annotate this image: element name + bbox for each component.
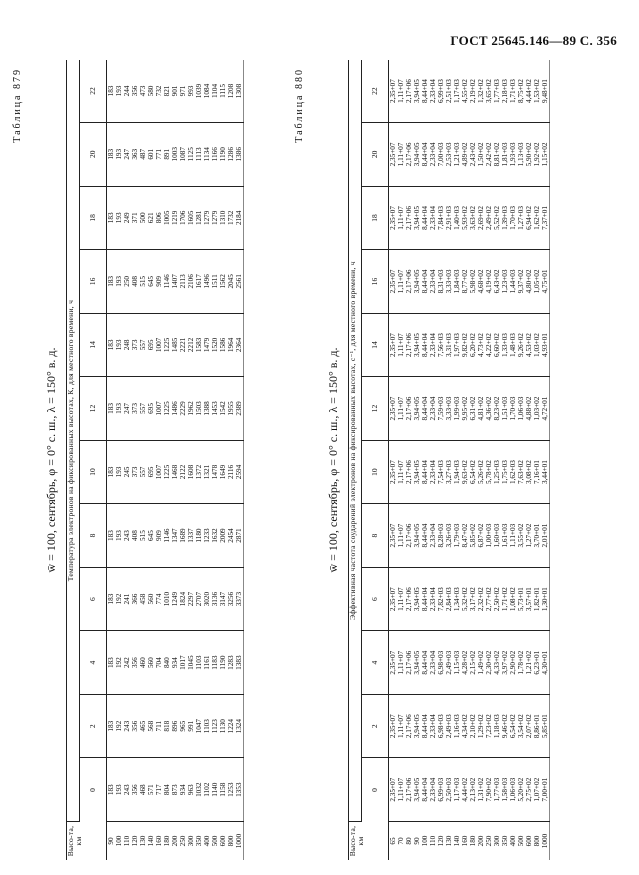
rotated-page-content (12, 50, 612, 860)
table-879-block (12, 60, 244, 860)
local-time-column-header: 0 (80, 758, 107, 822)
local-time-column-header: 2 (362, 694, 389, 758)
value-column: 2,35+07 1,11+07 2,17+06 3,94+05 8,44+04 2,33+04 7,00+03 2,53+03 1,21+03 4,89+02 2,43+02 1,50+02 2,42+02 8,81+02 1,81+03 1,93+03 1,13+03 5,90+02 1,92+02 1,15+02 (389, 123, 550, 187)
table-label: Таблица 879 (12, 68, 23, 143)
local-time-column-header: 6 (362, 567, 389, 631)
local-time-column-header: 14 (80, 313, 107, 377)
table-title: w̄ = 100, сентябрь, φ = 0° с. ш., λ = 150° в. д. (44, 347, 58, 573)
height-column-header: Высо-та, км (349, 822, 389, 861)
local-time-column-header: 4 (362, 631, 389, 695)
local-time-column-header: 8 (362, 504, 389, 568)
local-time-column-header: 10 (80, 440, 107, 504)
table-label: Таблица 880 (294, 68, 305, 143)
local-time-column-header: 4 (80, 631, 107, 695)
local-time-column-header: 22 (362, 60, 389, 123)
height-column-header: Высо-та, км (67, 822, 107, 861)
local-time-column-header: 12 (80, 377, 107, 441)
value-column: 183 193 247 363 487 601 771 891 1003 1087 1125 1113 1134 1166 1190 1286 1386 (107, 122, 244, 186)
table-subtitle: Эффективная частота соударений электронов на фиксированных высотах, с⁻¹, для местного времени, ч (349, 60, 362, 822)
value-column: 2,35+07 1,11+07 2,17+06 3,94+05 8,44+04 2,33+04 7,84+03 2,91+03 1,40+03 5,93+02 3,63+02 2,69+02 2,49+02 5,52+02 1,39+03 1,70+03 1,27+03 6,94+02 1,62+02 7,37+01 (389, 186, 550, 250)
local-time-column-header: 20 (362, 123, 389, 187)
local-time-column-header: 20 (80, 122, 107, 186)
local-time-column-header: 10 (362, 440, 389, 504)
value-column: 2,35+07 1,11+07 2,17+06 3,94+05 8,44+04 2,33+04 8,28+03 3,26+03 1,79+03 8,47+02 5,85+02 6,87+02 1,00+03 1,60+03 1,61+03 1,11+03 3,55+02 1,27+02 3,70+01 2,01+01 (389, 504, 550, 568)
local-time-column-header: 6 (80, 567, 107, 631)
local-time-column-header: 0 (362, 758, 389, 822)
local-time-column-header: 14 (362, 313, 389, 377)
electron-temperature-table (66, 60, 244, 860)
local-time-column-header: 16 (362, 250, 389, 314)
value-column: 183 193 248 373 557 695 1007 1225 1485 2221 2212 1583 1479 1520 1586 1964 2364 (107, 313, 244, 377)
page-header: ГОСТ 25645.146—89 С. 356 (450, 33, 617, 48)
height-values: 90 100 110 120 130 140 160 180 200 250 300 350 400 500 600 800 1000 (107, 833, 243, 849)
value-column: 2,35+07 1,11+07 2,17+06 3,94+05 8,44+04 2,33+04 6,99+03 2,50+03 1,17+03 4,44+02 2,13+02 1,31+02 7,90+02 1,77+03 1,58+03 1,06+03 5,20+02 2,75+02 1,07+02 7,00+01 (389, 758, 550, 822)
value-column: 2,35+07 1,11+07 2,17+06 3,94+05 8,44+04 2,33+04 7,82+03 2,84+03 1,34+03 5,32+02 3,17+02 2,32+02 2,77+02 2,50+02 1,71+02 1,08+02 5,73+01 3,57+01 1,82+01 1,30+01 (389, 567, 550, 631)
table-row (389, 60, 550, 860)
table-title: w̄ = 100, сентябрь, φ = 0° с. ш., λ = 150° в. д. (326, 347, 340, 573)
value-column: 183 193 249 371 500 621 806 1005 1219 1706 1605 1281 1279 1279 1310 1732 2184 (107, 186, 244, 250)
height-values: 65 70 80 90 100 110 120 130 140 160 180 200 250 300 350 400 500 600 800 1000 (389, 833, 549, 849)
value-column: 183 192 243 356 465 568 711 818 896 965 991 1047 1103 1123 1130 1224 1324 (107, 694, 244, 758)
value-column: 183 192 241 366 458 560 774 1010 1249 1824 2297 2707 3020 3136 3147 3256 3373 (107, 567, 244, 631)
local-time-column-header: 8 (80, 504, 107, 568)
table-row (107, 60, 244, 860)
value-column: 183 193 250 408 515 645 909 1146 1407 2113 2106 1617 1496 1511 1562 2045 2561 (107, 250, 244, 314)
local-time-column-header: 22 (80, 60, 107, 122)
value-column: 183 193 247 373 557 695 1007 1225 1486 2229 1962 1503 1388 1453 1542 1955 2389 (107, 377, 244, 441)
value-column: 2,35+07 1,11+07 2,17+06 3,94+05 8,44+04 2,33+04 7,59+03 3,33+03 1,99+03 9,95+02 6,31+02 4,81+02 4,36+02 8,23+02 1,51+03 1,70+03 1,06+03 4,88+02 1,03+02 4,72+01 (389, 377, 550, 441)
local-time-column-header: 12 (362, 377, 389, 441)
local-time-column-header: 2 (80, 694, 107, 758)
value-column: 183 192 242 356 460 560 704 840 934 1017 1045 1103 1161 1183 1190 1283 1383 (107, 631, 244, 695)
value-column: 2,35+07 1,11+07 2,17+06 3,94+05 8,44+04 2,33+04 6,99+03 2,51+03 1,17+03 4,55+02 2,19+02 1,32+02 3,65+02 1,77+03 2,18+03 1,71+03 8,75+02 4,44+02 1,53+02 9,48+01 (389, 60, 550, 123)
local-time-column-header: 18 (80, 186, 107, 250)
value-column: 183 193 244 356 473 580 732 821 901 971 993 1039 1084 1104 1115 1208 1308 (107, 60, 244, 122)
value-column: 2,35+07 1,11+07 2,17+06 3,94+05 8,44+04 2,33+04 7,56+03 3,31+03 1,97+03 9,82+02 6,20+02 4,73+02 4,22+02 6,60+02 1,33+03 1,48+03 9,26+02 4,53+02 1,03+02 4,93+01 (389, 313, 550, 377)
value-column: 183 193 243 356 468 571 717 804 873 934 963 1032 1102 1140 1158 1253 1353 (107, 758, 244, 822)
value-column: 2,35+07 1,11+07 2,17+06 3,94+05 8,44+04 2,33+04 7,54+03 3,27+03 1,94+03 9,63+02 6,54+02 5,26+02 5,78+02 1,25+03 1,75+03 1,62+03 7,63+02 3,08+02 7,16+01 3,44+01 (389, 440, 550, 504)
value-column: 2,35+07 1,11+07 2,17+06 3,94+05 8,44+04 2,33+04 6,98+03 2,49+03 1,16+03 4,34+02 2,10+02 1,29+02 7,23+02 1,18+03 9,46+02 6,54+02 3,54+02 2,07+02 8,86+01 5,85+01 (389, 694, 550, 758)
value-column: 183 193 245 373 557 695 1007 1225 1468 2122 1608 1372 1321 1478 1649 2116 2594 (107, 440, 244, 504)
local-time-column-header: 18 (362, 186, 389, 250)
collision-frequency-table (348, 60, 550, 860)
table-subtitle: Температура электронов на фиксированных высотах, К, для местного времени, ч (67, 60, 80, 822)
table-880-block (294, 60, 550, 860)
value-column: 2,35+07 1,11+07 2,17+06 3,94+05 8,44+04 2,33+04 8,31+03 3,33+03 1,84+03 8,77+02 5,98+02 4,68+02 4,19+02 6,43+02 1,23+03 1,44+03 9,37+02 4,80+02 1,05+02 4,75+01 (389, 250, 550, 314)
local-time-column-header: 16 (80, 250, 107, 314)
value-column: 183 193 243 408 515 645 909 1146 1347 1689 1337 1180 1233 1632 2009 2454 2871 (107, 504, 244, 568)
value-column: 2,35+07 1,11+07 2,17+06 3,94+05 8,44+04 2,33+04 6,98+03 2,49+03 1,15+03 4,28+02 2,15+02 1,49+02 2,30+02 4,33+02 3,97+02 2,90+02 1,78+02 1,21+02 6,23+01 4,30+01 (389, 631, 550, 695)
